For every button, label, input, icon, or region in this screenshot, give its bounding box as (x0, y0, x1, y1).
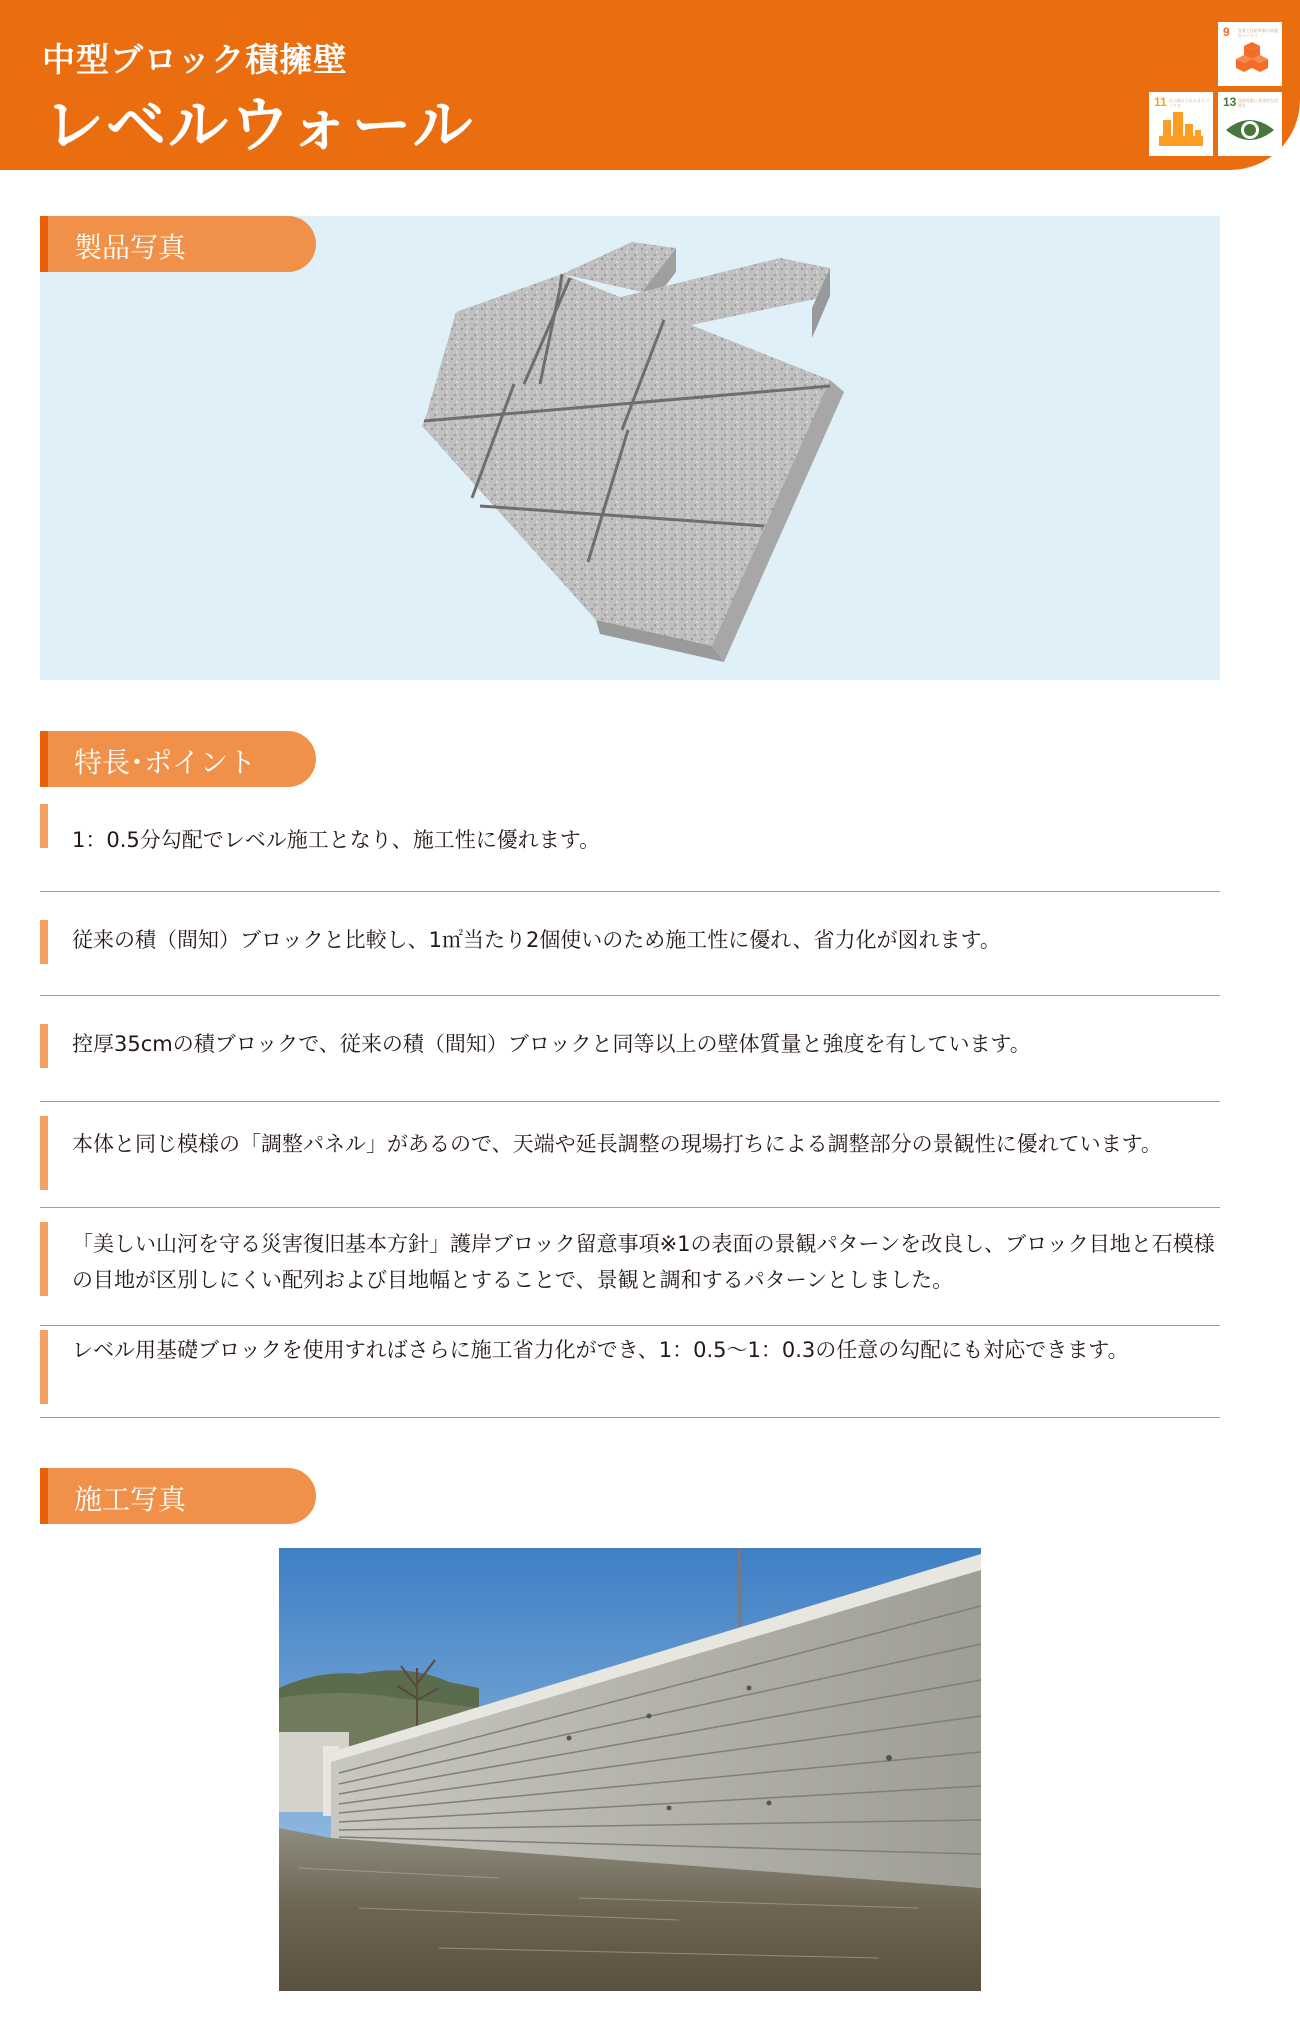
section-accent-bar (40, 1468, 48, 1524)
section-title-features: 特長･ポイント (40, 731, 316, 787)
construction-photo (279, 1548, 981, 1991)
product-title: レベルウォール (44, 91, 475, 161)
product-photo (40, 216, 1220, 680)
sdg-9-icon: 9 産業と技術革新の基盤をつくろう (1218, 22, 1282, 86)
feature-marker (40, 1024, 48, 1068)
feature-item: 1：0.5分勾配でレベル施工となり、施工性に優れます。 (40, 804, 1220, 892)
feature-item: 控厚35cmの積ブロックで、従来の積（間知）ブロックと同等以上の壁体質量と強度を有しています。 (40, 1024, 1220, 1102)
page-header (0, 0, 1300, 170)
sdg-13-icon: 13 気候変動に具体的な対策を (1218, 92, 1282, 156)
feature-item: 「美しい山河を守る災害復旧基本方針」護岸ブロック留意事項※1の表面の景観パターンを改良し、ブロック目地と石模様の目地が区別しにくい配列および目地幅とすることで、景観と調和するパターンとしました。 (40, 1222, 1220, 1326)
feature-marker (40, 1222, 48, 1296)
sdg-11-icon: 11 住み続けられるまちづくりを (1149, 92, 1213, 156)
section-title-product-photo: 製品写真 (40, 216, 316, 272)
feature-marker (40, 1330, 48, 1404)
feature-item: レベル用基礎ブロックを使用すればさらに施工省力化ができ、1：0.5～1：0.3の任意の勾配にも対応できます。 (40, 1330, 1220, 1418)
section-accent-bar (40, 216, 48, 272)
feature-marker (40, 1116, 48, 1190)
feature-item: 本体と同じ模様の「調整パネル」があるので、天端や延長調整の現場打ちによる調整部分の景観性に優れています。 (40, 1116, 1220, 1208)
section-accent-bar (40, 731, 48, 787)
feature-marker (40, 920, 48, 964)
feature-item: 従来の積（間知）ブロックと比較し、1㎡当たり2個使いのため施工性に優れ、省力化が図れます。 (40, 920, 1220, 996)
feature-marker (40, 804, 48, 848)
product-category: 中型ブロック積擁壁 (42, 40, 348, 79)
section-title-construction-photo: 施工写真 (40, 1468, 316, 1524)
